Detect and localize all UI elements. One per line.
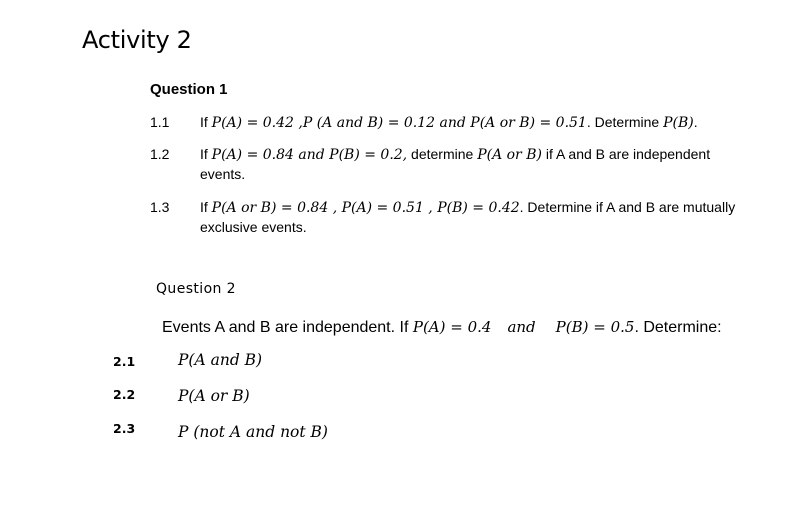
item-1-2-pre: If [200, 146, 212, 162]
item-2-2-expression: P(A or B) [178, 387, 250, 405]
question-2-intro [162, 318, 722, 337]
item-text-1-1 [200, 112, 698, 133]
item-1-1-mid: . Determine [586, 114, 664, 130]
item-1-2-continuation: events. [200, 166, 246, 182]
item-2-1-expression: P(A and B) [178, 351, 263, 369]
item-1-3-continuation: exclusive events. [200, 219, 307, 235]
intro-pre: Events A and B are independent. If [162, 319, 413, 336]
intro-expression-a: P(A) = 0.4 [412, 318, 492, 336]
item-2-3-expression: P (not A and not B) [178, 423, 328, 441]
item-1-2-mid: determine [407, 146, 478, 162]
item-text-1-3 [200, 197, 735, 218]
intro-and: and [507, 318, 536, 336]
item-number-1-1: 1.1 [150, 114, 170, 130]
question-2-heading: Question 2 [156, 281, 236, 297]
item-number-2-2: 2.2 [113, 387, 136, 402]
item-1-1-pre: If [200, 114, 212, 130]
item-1-2-target: P(A or B) [477, 147, 542, 163]
item-number-1-3: 1.3 [150, 199, 170, 215]
item-1-1-target: P(B) [663, 115, 694, 131]
item-1-3-pre: If [200, 199, 212, 215]
page-title: Activity 2 [82, 26, 192, 54]
intro-expression-b: P(B) = 0.5 [555, 318, 635, 336]
item-1-3-post: . Determine if A and B are mutually [519, 199, 736, 215]
item-1-1-post: . [693, 114, 698, 130]
item-1-2-expression: P(A) = 0.84 and P(B) = 0.2, [211, 147, 408, 163]
item-number-2-1: 2.1 [113, 354, 136, 369]
item-1-3-expression: P(A or B) = 0.84 , P(A) = 0.51 , P(B) = 0.42 [211, 200, 520, 216]
item-number-1-2: 1.2 [150, 146, 170, 162]
question-1-heading: Question 1 [150, 81, 228, 98]
item-1-2-post: if A and B are independent [541, 146, 711, 162]
item-text-1-2 [200, 144, 710, 165]
intro-post: . Determine: [634, 319, 722, 336]
item-1-1-expression: P(A) = 0.42 ,P (A and B) = 0.12 and P(A or B) = 0.51 [211, 115, 587, 131]
item-number-2-3: 2.3 [113, 421, 136, 436]
